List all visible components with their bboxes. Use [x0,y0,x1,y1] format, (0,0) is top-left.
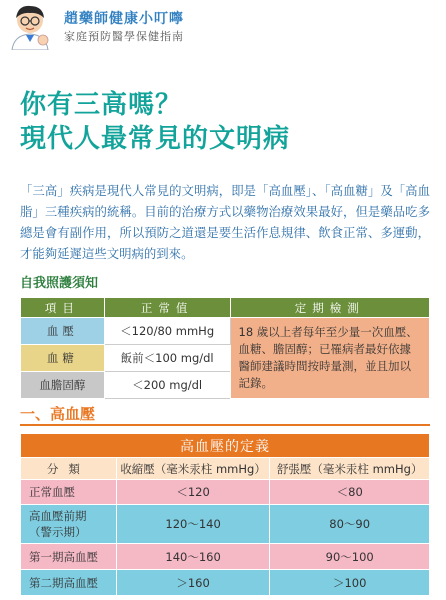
title-line-2: 現代人最常見的文明病 [20,124,291,154]
self-care-table [20,297,430,399]
title-line-1: 你有三高嗎？ [20,90,183,120]
row-diastolic: ＞100 [270,570,430,596]
row-category: 第一期高血壓 [21,544,117,570]
col-header-normal: 正常值 [104,298,230,318]
table-row [21,480,430,505]
brand-subtitle: 家庭預防醫學保健指南 [64,30,184,43]
bp-definition-table [20,433,430,596]
row-diastolic: ＜80 [270,480,430,505]
brand-title: 趙藥師健康小叮嚀 [64,11,184,27]
col-header-systolic: 收縮壓（毫米汞柱 mmHg） [116,458,270,480]
row-systolic: 140～160 [116,544,270,570]
row-label: 血糖 [21,345,105,372]
row-category: 正常血壓 [21,480,117,505]
row-label: 血壓 [21,318,105,345]
section-title: 一、高血壓 [20,405,96,423]
row-label: 血膽固醇 [21,372,105,399]
row-systolic: ＞160 [116,570,270,596]
table-row [21,505,430,544]
pharmacist-avatar-icon [6,2,54,50]
row-value: 飯前＜100 mg/dl [104,345,230,372]
row-systolic: ＜120 [116,480,270,505]
row-value: ＜120/80 mmHg [104,318,230,345]
table-row [21,318,430,345]
self-care-title: 自我照護須知 [20,276,99,291]
intro-paragraph: 「三高」疾病是現代人常見的文明病，即是「高血壓」、「高血糖」及「高血脂」三種疾病的統稱。目前的治療方式以藥物治療效果最好，但是藥品吃多總是會有副作用，所以預防之道還是要生活作息規律、飲食正常、多運動，才能夠延遲這些文明病的到來。 [20,183,430,261]
check-note: 18 歲以上者每年至少量一次血壓、血糖、膽固醇；已罹病者最好依據醫師建議時間按時量測，並且加以記錄。 [230,318,430,399]
row-diastolic: 90～100 [270,544,430,570]
table-row [21,570,430,596]
section-divider [20,424,430,426]
table-header-row [21,298,430,318]
col-header-item: 項目 [21,298,105,318]
page-header [0,0,446,52]
row-category-name: 高血壓前期 [29,509,87,523]
row-category [21,505,117,544]
col-header-check: 定期檢測 [230,298,430,318]
col-header-category: 分類 [21,458,117,480]
row-diastolic: 80～90 [270,505,430,544]
page-title [20,88,290,156]
row-category: 第二期高血壓 [21,570,117,596]
table-caption: 高血壓的定義 [21,434,430,458]
row-systolic: 120～140 [116,505,270,544]
row-value: ＜200 mg/dl [104,372,230,399]
table-row [21,544,430,570]
row-category-note: （警示期） [29,525,87,539]
table-header-row [21,458,430,480]
col-header-diastolic: 舒張壓（毫米汞柱 mmHg） [270,458,430,480]
